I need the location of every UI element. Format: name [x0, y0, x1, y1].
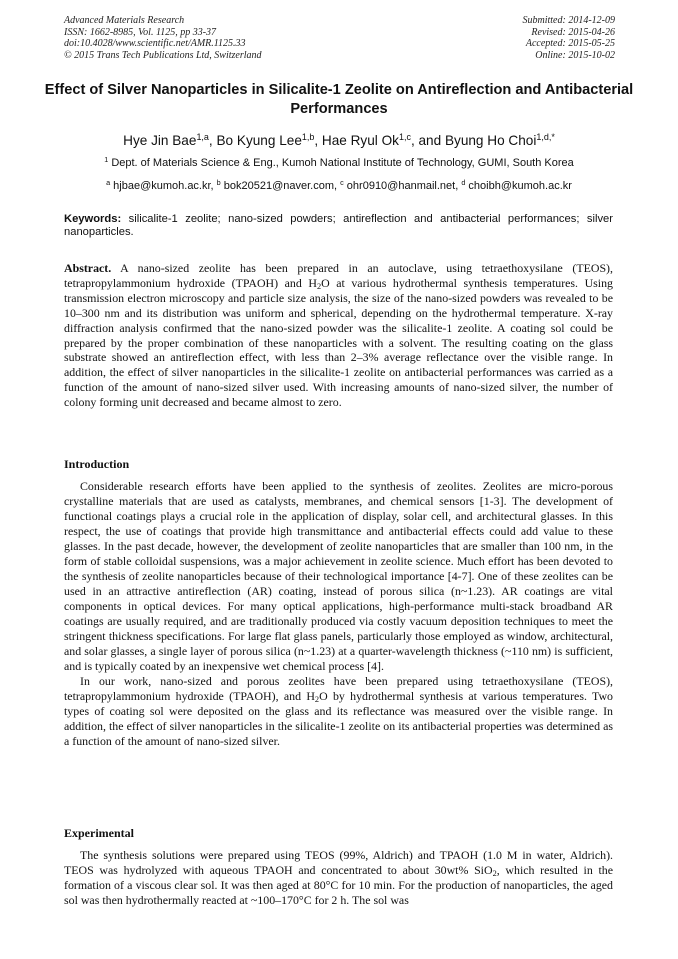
paragraph-text: , which resulted in the formation of a viscous clear sol. It was then aged at 80°C for 10 min. For the production of nanoparticles, the aged sol was then hydrothermally reacted at ~100–170°C for 2 h. The sol was	[64, 863, 613, 907]
paper-title: Effect of Silver Nanoparticles in Silicalite-1 Zeolite on Antireflection and Antibacterial Performances	[44, 82, 634, 117]
paragraph-text: In our work, nano-sized and porous zeolites have been prepared using tetraethoxysilane (TEOS), tetrapropylammonium hydroxide (TPAOH), and H	[64, 674, 613, 703]
journal-name: Advanced Materials Research	[64, 15, 185, 26]
email-marker: a	[106, 178, 111, 188]
email-address: hjbae@kumoh.ac.kr,	[110, 180, 217, 192]
paragraph	[64, 848, 613, 908]
paragraph	[64, 674, 613, 749]
experimental-body	[64, 848, 613, 908]
online-date: Online: 2015-10-02	[535, 49, 615, 61]
author-separator: , and	[410, 133, 445, 148]
subscript: 2	[316, 281, 322, 291]
author-name: Hye Jin Bae	[123, 133, 197, 148]
accepted-date: Accepted: 2015-05-25	[525, 38, 615, 49]
email-address: choibh@kumoh.ac.kr	[465, 180, 572, 192]
subscript: 2	[492, 869, 497, 879]
experimental-heading: Experimental	[64, 826, 134, 840]
author-affil-marker: 1,d,*	[536, 132, 555, 143]
author-affil-marker: 1,c	[398, 132, 411, 143]
dates-block	[523, 15, 616, 61]
email-marker: d	[461, 178, 466, 188]
affiliation	[20, 157, 658, 170]
journal-doi: doi:10.4028/www.scientific.net/AMR.1125.33	[64, 38, 246, 49]
author-separator: ,	[208, 133, 217, 148]
author-list	[20, 132, 658, 149]
journal-copyright: © 2015 Trans Tech Publications Ltd, Switzerland	[64, 49, 262, 61]
email-address: ohr0910@hanmail.net,	[343, 180, 462, 192]
journal-issn: ISSN: 1662-8985, Vol. 1125, pp 33-37	[64, 26, 217, 38]
keywords-text: silicalite-1 zeolite; nano-sized powders; antireflection and antibacterial performances; silver nanoparticles.	[64, 213, 613, 239]
revised-date: Revised: 2015-04-26	[531, 26, 615, 38]
author-affil-marker: 1,a	[196, 132, 209, 143]
introduction-body	[64, 479, 613, 749]
introduction-heading: Introduction	[64, 457, 130, 471]
abstract-text: A nano-sized zeolite has been prepared in an autoclave, using tetraethoxysilane (TEOS), tetrapropylammonium hydroxide (TPAOH) and H	[64, 261, 613, 290]
author-affil-marker: 1,b	[301, 132, 315, 143]
abstract-label: Abstract.	[64, 261, 112, 275]
paragraph-text: O by hydrothermal synthesis at various temperatures. Two types of coating sol were deposited on the glass and its reflectance was measured over the visible range. In addition, the effect of silver nanoparticles in the silicalite-1 zeolite on its antibacterial properties was determined as a function of the amount of nano-sized silver.	[64, 689, 613, 748]
author-name: Hae Ryul Ok	[321, 133, 399, 148]
journal-info-block	[64, 15, 262, 61]
subscript: 2	[314, 695, 320, 705]
email-address: bok20521@naver.com,	[220, 180, 341, 192]
email-marker: c	[340, 178, 344, 188]
abstract	[64, 261, 613, 410]
email-list	[20, 180, 658, 193]
email-marker: b	[216, 178, 221, 188]
keywords	[64, 213, 613, 240]
affiliation-marker: 1	[104, 155, 109, 165]
submitted-date: Submitted: 2014-12-09	[522, 15, 615, 26]
author-separator: ,	[314, 133, 322, 148]
author-name: Bo Kyung Lee	[216, 133, 302, 148]
paragraph: Considerable research efforts have been applied to the synthesis of zeolites. Zeolites are micro-porous crystalline materials that are used as catalysts, membranes, and chemical sensors [1-3]. The development of functional coatings plays a crucial role in the application of display, solar cell, and architectural glasses. In this respect, the use of coatings that provide high transmittance and antibacterial effects could add value to these glasses. In the past decade, however, the development of zeolite nanoparticles that are smaller than 100 nm, in the form of stable colloidal suspensions, was a major achievement in zeolite science. Much effort has been devoted to the synthesis of zeolite nanoparticles because of their technological importance [4-7]. One of these zeolites can be used in an attractive antireflection (AR) coating, instead of porous silica (n~1.23). AR coatings are vital components in optical devices. For many optical applications, high-performance multi-stack broadband AR coatings are usually required, and are traditionally produced via costly vacuum deposition techniques to meet the stringent thickness specifications. For large flat glass panels, particularly those employed as window, architectural, and solar glasses, a single layer of porous silica (n~1.23) at a quarter-wavelength thickness (~110 nm) is sufficient, and is typically coated by an inexpensive wet chemical process [4].	[64, 479, 613, 673]
author-name: Byung Ho Choi	[444, 133, 537, 148]
affiliation-text: Dept. of Materials Science & Eng., Kumoh National Institute of Technology, GUMI, South Korea	[108, 157, 574, 169]
abstract-text: O at various hydrothermal synthesis temperatures. Using transmission electron microscopy and particle size analysis, the size of the nano-sized powders was revealed to be 10–300 nm and its distribution was uniform and spherical, depending on the hydrothermal temperature. X-ray diffraction analysis confirmed that the nano-sized powder was the silicalite-1 zeolite. A coating sol could be prepared by the proper combination of these nanoparticles with a solvent. The resulting coating on the glass substrate showed an antireflection effect, with less than 2–3% average reflectance over the visible range. In addition, the effect of silver nanoparticles in the silicalite-1 zeolite on antibacterial performances was carried as a function of the amount of nano-sized silver used. With increasing amounts of nano-sized silver, the number of colony forming unit decreased and became almost to zero.	[64, 275, 613, 410]
keywords-label: Keywords:	[64, 213, 122, 225]
paragraph-text: The synthesis solutions were prepared using TEOS (99%, Aldrich) and TPAOH (1.0 M in water, Aldrich). TEOS was hydrolyzed with aqueous TPAOH and concentrated to about 30wt% SiO	[64, 848, 613, 877]
